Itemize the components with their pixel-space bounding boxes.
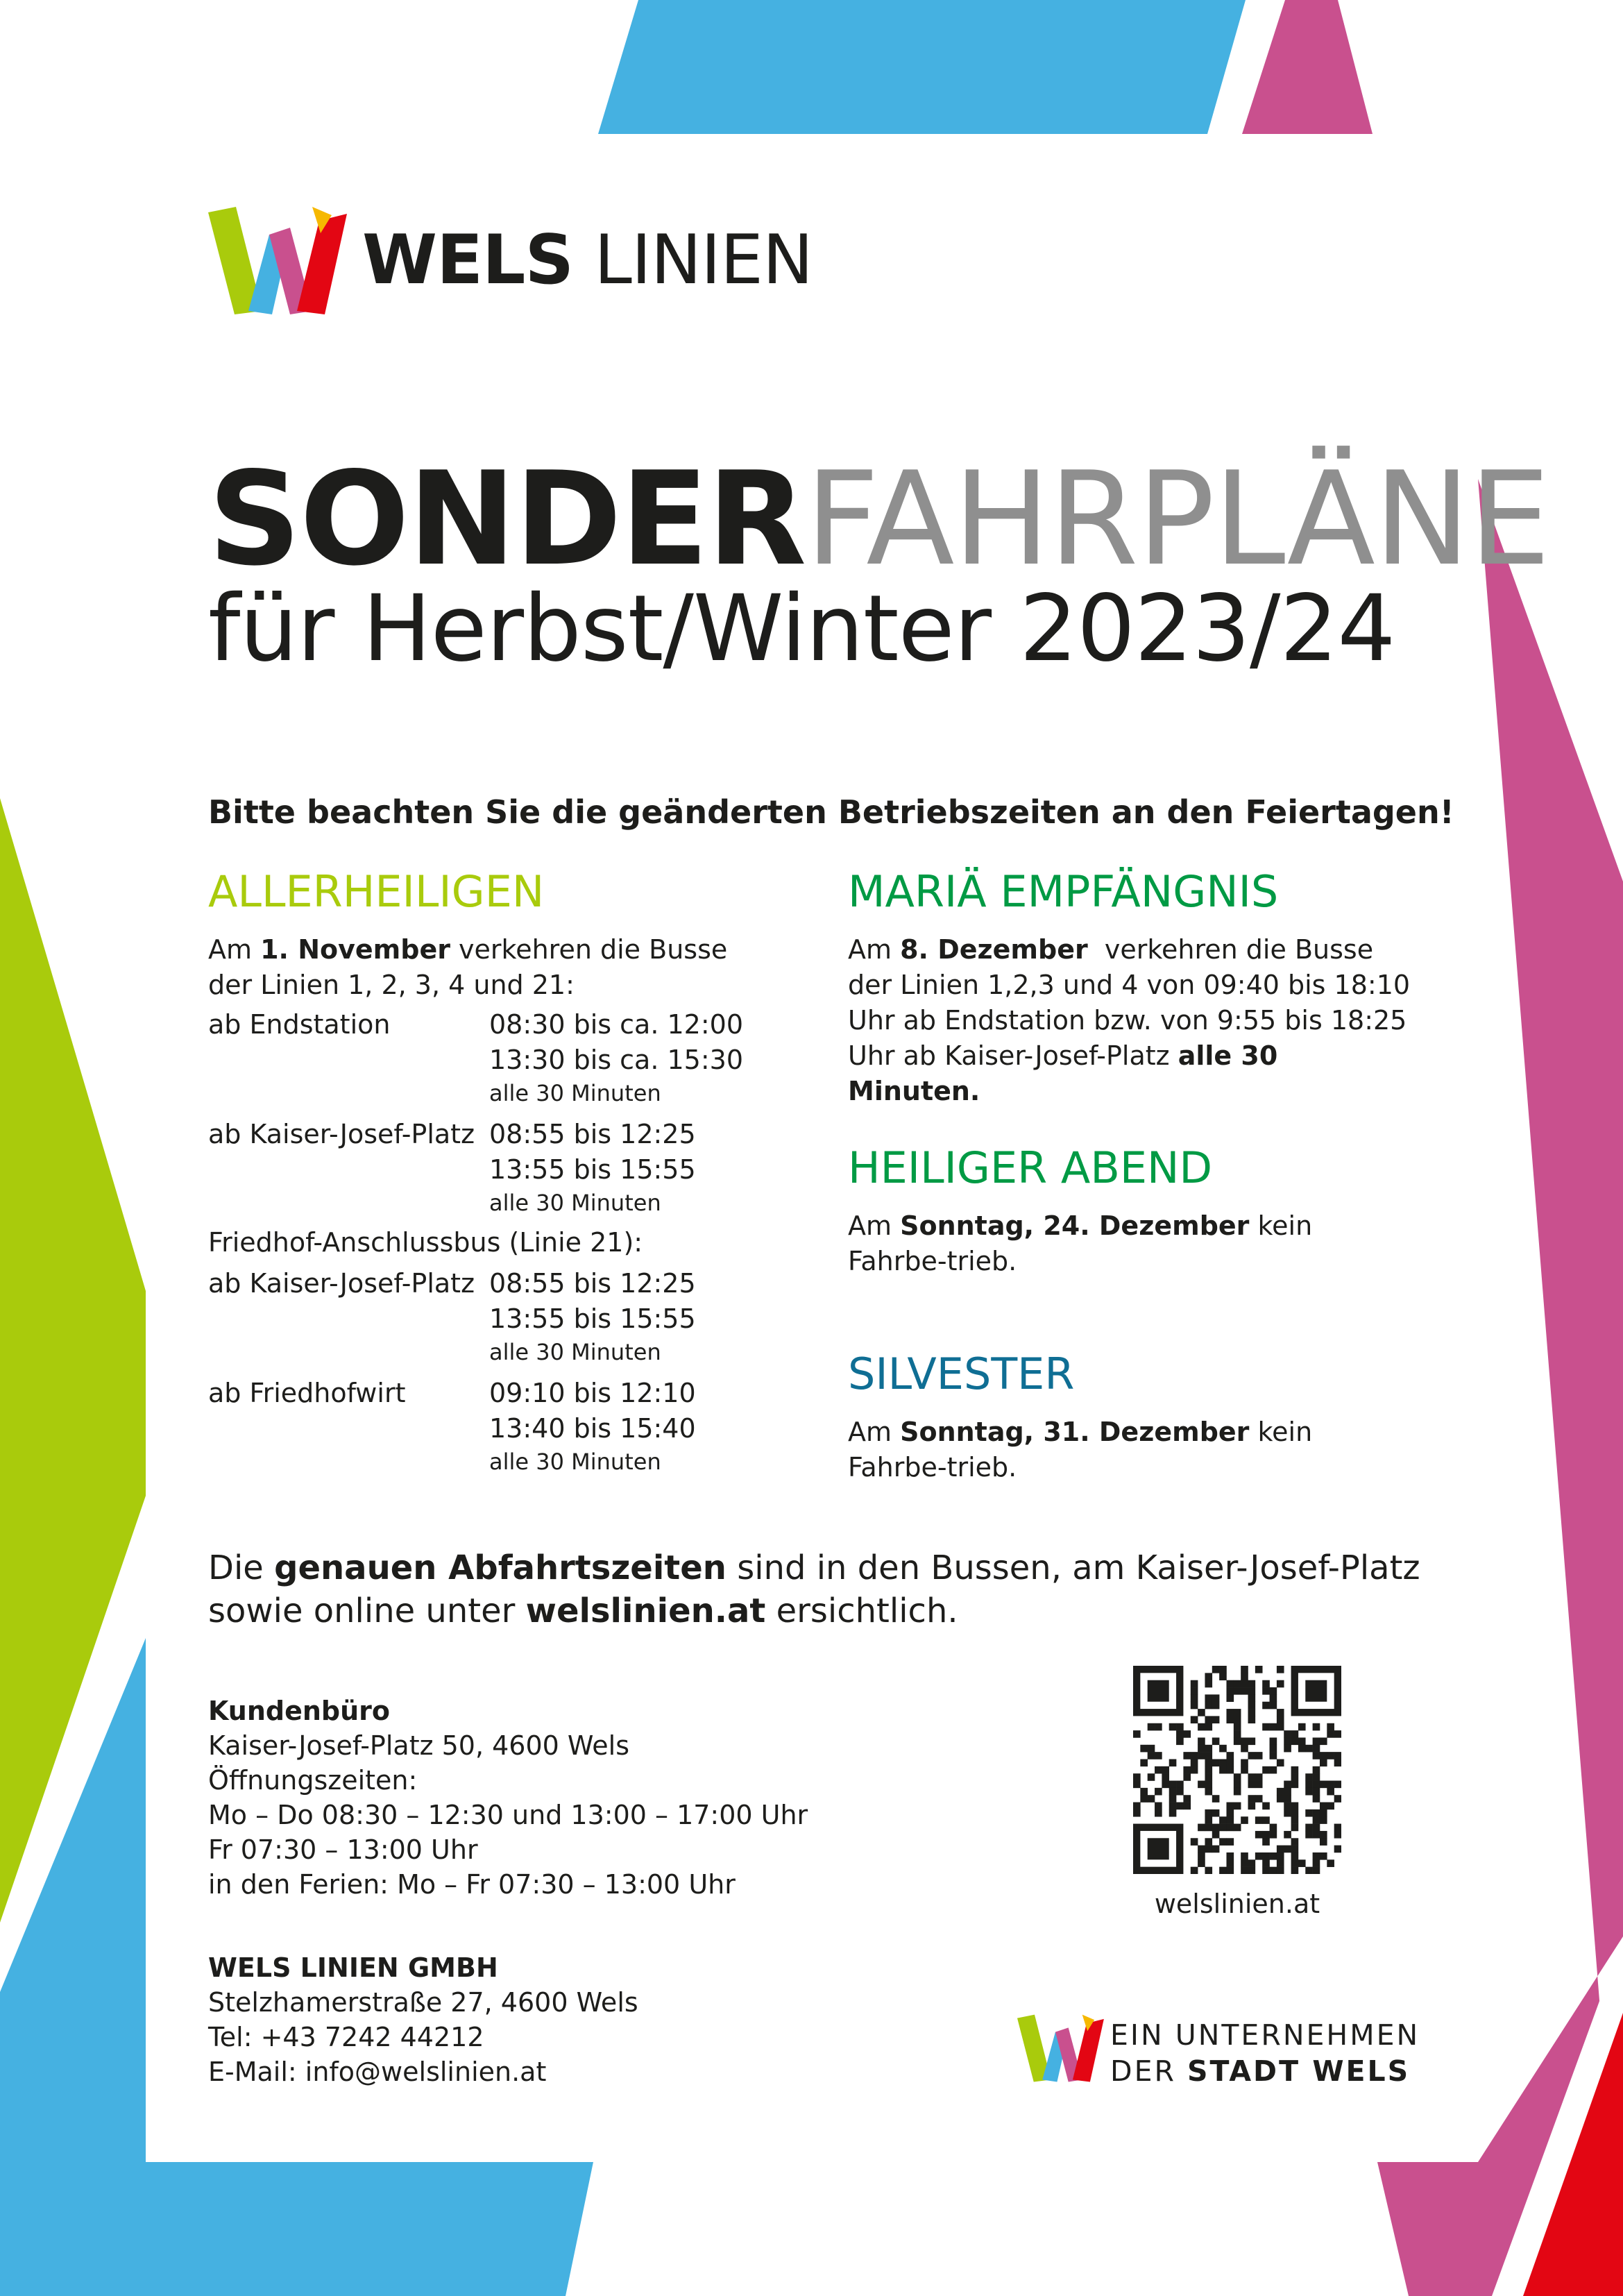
schedule-time: 13:30 bis ca. 15:30 bbox=[489, 1045, 743, 1075]
qr-code-icon[interactable] bbox=[1133, 1666, 1341, 1874]
silvester-post: kein Fahrbe-trieb. bbox=[848, 1417, 1313, 1483]
schedule-time: 08:55 bis 12:25 bbox=[489, 1268, 696, 1299]
wels-linien-logo-icon bbox=[208, 207, 350, 316]
logo-bold: WELS bbox=[362, 221, 574, 300]
logo-light: LINIEN bbox=[594, 221, 813, 300]
silvester-heading: SILVESTER bbox=[848, 1349, 1075, 1399]
kundenbuero-line: Fr 07:30 – 13:00 Uhr bbox=[208, 1834, 478, 1865]
schedule-row bbox=[208, 1117, 791, 1218]
stamp-text bbox=[1110, 2017, 1420, 2089]
intro-post: verkehren die Busse der Linien 1, 2, 3, 4 und 21: bbox=[208, 934, 728, 1000]
intro-bold: 1. November bbox=[260, 934, 450, 965]
schedule-label: ab Kaiser-Josef-Platz bbox=[208, 1268, 475, 1299]
company-phone: Tel: +43 7242 44212 bbox=[208, 2022, 484, 2052]
heiligabend-post: kein Fahrbe-trieb. bbox=[848, 1210, 1313, 1276]
schedule-note: alle 30 Minuten bbox=[489, 1190, 661, 1216]
mariae-text bbox=[848, 932, 1417, 1109]
kundenbuero-line: Öffnungszeiten: bbox=[208, 1765, 418, 1796]
schedule-time: 09:10 bis 12:10 bbox=[489, 1378, 696, 1408]
stadt-wels-logo-icon bbox=[1017, 2014, 1106, 2084]
schedule-note: alle 30 Minuten bbox=[489, 1339, 661, 1365]
kundenbuero-line: Kaiser-Josef-Platz 50, 4600 Wels bbox=[208, 1730, 629, 1761]
stamp-line2-bold: STADT WELS bbox=[1187, 2054, 1411, 2088]
footer-pre: Die bbox=[208, 1548, 275, 1587]
footer-post: ersichtlich. bbox=[765, 1592, 958, 1630]
heiligabend-section bbox=[848, 1142, 1403, 1279]
company-title: WELS LINIEN GMBH bbox=[208, 1952, 498, 1983]
intro-pre: Am bbox=[208, 934, 261, 965]
schedule-note: alle 30 Minuten bbox=[489, 1080, 661, 1106]
schedule-time: 13:55 bis 15:55 bbox=[489, 1303, 696, 1334]
title-part2: FAHRPLÄNE bbox=[805, 444, 1549, 594]
schedule-time: 08:55 bis 12:25 bbox=[489, 1119, 696, 1149]
silvester-section bbox=[848, 1349, 1403, 1485]
schedule-row bbox=[208, 1007, 791, 1108]
schedule-row bbox=[208, 1266, 791, 1367]
schedule-row bbox=[208, 1376, 791, 1477]
company-email: E-Mail: info@welslinien.at bbox=[208, 2057, 547, 2087]
mariae-bold2: alle 30 Minuten. bbox=[848, 1040, 1278, 1106]
schedule-label: ab Endstation bbox=[208, 1009, 391, 1040]
footer-bold1: genauen Abfahrtszeiten bbox=[274, 1548, 726, 1587]
page-subtitle: für Herbst/Winter 2023/24 bbox=[208, 575, 1395, 682]
page-title bbox=[208, 444, 1549, 594]
mariae-heading: MARIÄ EMPFÄNGNIS bbox=[848, 866, 1279, 917]
notice-text: Bitte beachten Sie die geänderten Betriebszeiten an den Feiertagen! bbox=[208, 793, 1454, 831]
allerheiligen-heading: ALLERHEILIGEN bbox=[208, 866, 545, 917]
stamp-line2-pre: DER bbox=[1110, 2054, 1187, 2088]
top-pink-triangle bbox=[1242, 0, 1373, 134]
kundenbuero-title: Kundenbüro bbox=[208, 1696, 391, 1726]
mariae-pre: Am bbox=[848, 934, 901, 965]
kundenbuero-block bbox=[208, 1694, 808, 1902]
allerheiligen-section bbox=[208, 866, 791, 1477]
friedhof-label: Friedhof-Anschlussbus (Linie 21): bbox=[208, 1227, 643, 1258]
stamp-line1: EIN UNTERNEHMEN bbox=[1110, 2018, 1420, 2052]
qr-caption: welslinien.at bbox=[1154, 1889, 1320, 1919]
mariae-mid: verkehren die Busse der Linien 1,2,3 und 4 von 09:40 bis 18:10 Uhr ab Endstation bzw. von 9:55 bis 18:25 Uhr ab Kaiser-Josef-Platz bbox=[848, 934, 1419, 1071]
silvester-text bbox=[848, 1415, 1403, 1485]
top-blue-band bbox=[598, 0, 1246, 134]
heiligabend-heading: HEILIGER ABEND bbox=[848, 1142, 1213, 1193]
footer-info bbox=[208, 1546, 1429, 1632]
logo-wordmark bbox=[362, 221, 813, 300]
heiligabend-text bbox=[848, 1208, 1403, 1279]
footer-link: welslinien.at bbox=[525, 1592, 766, 1630]
mariae-bold1: 8. Dezember bbox=[900, 934, 1088, 965]
schedule-time: 13:40 bis 15:40 bbox=[489, 1413, 696, 1444]
schedule-label: ab Friedhofwirt bbox=[208, 1378, 406, 1408]
allerheiligen-intro bbox=[208, 932, 763, 1003]
kundenbuero-line: in den Ferien: Mo – Fr 07:30 – 13:00 Uhr bbox=[208, 1869, 736, 1900]
title-part1: SONDER bbox=[208, 444, 806, 594]
schedule-note: alle 30 Minuten bbox=[489, 1449, 661, 1475]
silvester-pre: Am bbox=[848, 1417, 901, 1447]
kundenbuero-line: Mo – Do 08:30 – 12:30 und 13:00 – 17:00 Uhr bbox=[208, 1800, 808, 1830]
silvester-bold: Sonntag, 31. Dezember bbox=[900, 1417, 1250, 1447]
schedule-time: 13:55 bis 15:55 bbox=[489, 1154, 696, 1185]
mariae-section bbox=[848, 866, 1417, 1109]
heiligabend-bold: Sonntag, 24. Dezember bbox=[900, 1210, 1250, 1241]
schedule-label: ab Kaiser-Josef-Platz bbox=[208, 1119, 475, 1149]
heiligabend-pre: Am bbox=[848, 1210, 901, 1241]
footer-mid: sind in den Bussen, am Kaiser-Josef-Platz sowie online unter bbox=[208, 1548, 1420, 1630]
schedule-time: 08:30 bis ca. 12:00 bbox=[489, 1009, 743, 1040]
company-address: Stelzhamerstraße 27, 4600 Wels bbox=[208, 1987, 638, 2018]
company-block bbox=[208, 1950, 638, 2089]
